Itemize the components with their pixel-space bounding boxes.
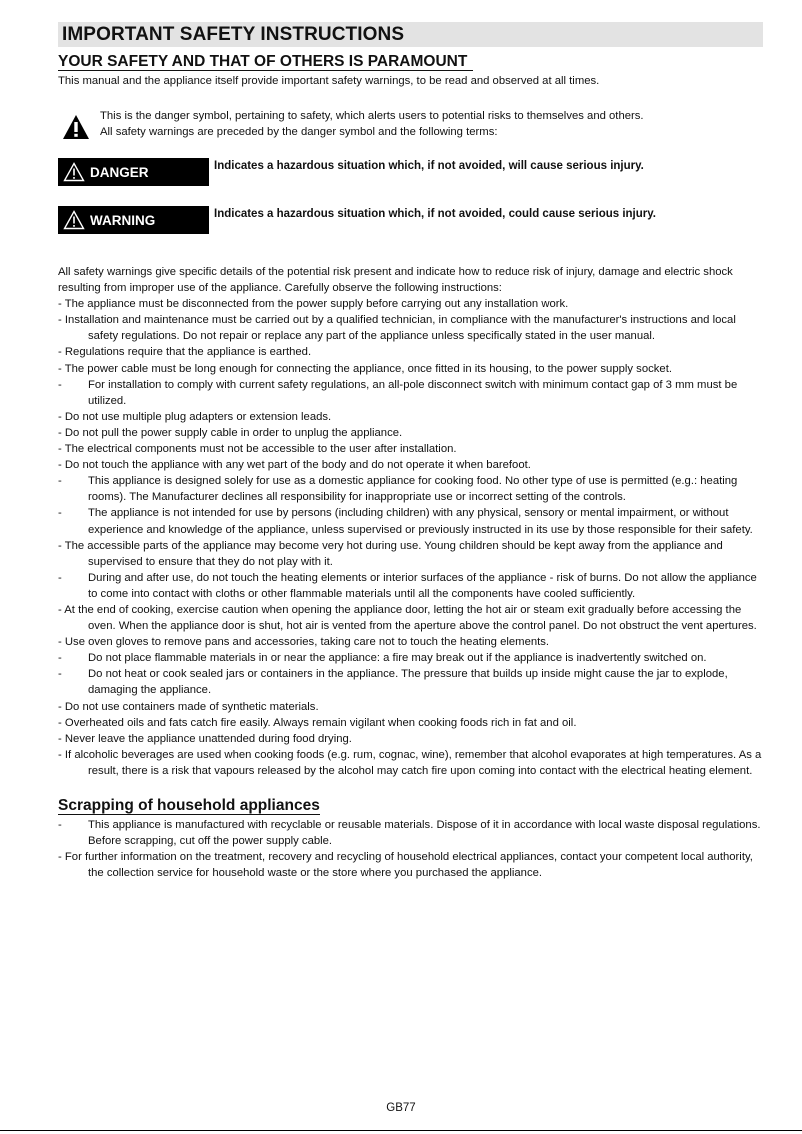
page-title: IMPORTANT SAFETY INSTRUCTIONS [58,22,763,47]
list-item: - During and after use, do not touch the heating elements or interior surfaces of the appliance - risk of burns. Do not allow the appliance to come into contact with cloths or other flammable materials until all the components have cooled sufficiently. [58,571,757,600]
list-item: - Do not touch the appliance with any wet part of the body and do not operate it when barefoot. [58,459,531,472]
instructions-body [58,264,763,779]
list-item: - Never leave the appliance unattended during food drying. [58,732,352,745]
list-item: - Do not heat or cook sealed jars or containers in the appliance. The pressure that builds up inside might cause the jar to explode, damaging the appliance. [58,668,728,697]
list-item: - The appliance must be disconnected from the power supply before carrying out any installation work. [58,298,569,311]
list-item: - If alcoholic beverages are used when cooking foods (e.g. rum, cognac, wine), remember that alcohol evaporates at high temperatures. As a result, there is a risk that vapours released by the alcohol may catch fire upon coming into contact with the electrical heating element. [58,748,762,777]
warning-badge [58,206,209,234]
scrapping-body [58,817,763,881]
list-item: - The appliance is not intended for use by persons (including children) with any physical, sensory or mental impairment, or without experience and knowledge of the appliance, unless supervised or previously instructed in its use by those responsible for their safety. [58,507,753,536]
danger-label: DANGER [90,164,149,180]
list-item: - Do not pull the power supply cable in order to unplug the appliance. [58,426,403,439]
list-item: - At the end of cooking, exercise caution when opening the appliance door, letting the hot air or steam exit gradually before accessing the oven. When the appliance door is shut, hot air is vented from the aperture above the control panel. Do not obstruct the vent apertures. [58,603,757,633]
instructions-list [58,296,763,779]
page-divider [0,1130,802,1131]
list-item: - For further information on the treatment, recovery and recycling of household electrical appliances, contact your competent local authority, the collection service for household waste or the store where you purchased the appliance. [58,851,753,880]
list-item: - Overheated oils and fats catch fire easily. Always remain vigilant when cooking foods rich in fat and oil. [58,716,577,729]
warning-label: WARNING [90,212,156,228]
list-item: - Do not use containers made of synthetic materials. [58,700,319,713]
term-danger [58,158,763,188]
list-item: - The power cable must be long enough for connecting the appliance, once fitted in its housing, to the power supply socket. [58,362,672,375]
section-heading-safety: YOUR SAFETY AND THAT OF OTHERS IS PARAMOUNT [58,53,473,71]
list-item: - The electrical components must not be accessible to the user after installation. [58,443,457,456]
list-item: - This appliance is manufactured with recyclable or reusable materials. Dispose of it in accordance with local waste disposal regulations. Before scrapping, cut off the power supply cable. [58,819,761,848]
symbol-line-1: This is the danger symbol, pertaining to safety, which alerts users to potential risks to themselves and others. [100,110,644,122]
danger-definition: Indicates a hazardous situation which, if not avoided, will cause serious injury. [214,160,644,172]
list-item: - Installation and maintenance must be carried out by a qualified technician, in compliance with the manufacturer's instructions and local safety regulations. Do not repair or replace any part of the appliance unless specifically stated in the user manual. [58,314,736,343]
warning-definition: Indicates a hazardous situation which, if not avoided, could cause serious injury. [214,208,656,220]
page-number: GB77 [386,1102,416,1114]
list-item: - Regulations require that the appliance is earthed. [58,346,312,359]
list-item: - This appliance is designed solely for use as a domestic appliance for cooking food. No other type of use is permitted (e.g.: heating rooms). The Manufacturer declines all responsibility for inappropriate use or incorrect setting of the controls. [58,475,738,504]
list-item: - The accessible parts of the appliance may become very hot during use. Young children should be kept away from the appliance and supervised to ensure that they do not play with it. [58,539,723,568]
warning-triangle-icon [63,162,85,182]
warning-triangle-icon [63,210,85,230]
list-item: - For installation to comply with current safety regulations, an all-pole disconnect switch with minimum contact gap of 3 mm must be utilized. [58,378,738,407]
document-page [58,22,763,881]
list-item: - Do not place flammable materials in or near the appliance: a fire may break out if the appliance is inadvertently switched on. [58,652,707,665]
list-item: - Do not use multiple plug adapters or extension leads. [58,410,332,423]
intro-text: This manual and the appliance itself provide important safety warnings, to be read and observed at all times. [58,75,600,87]
term-warning [58,206,763,236]
list-item: - Use oven gloves to remove pans and accessories, taking care not to touch the heating elements. [58,636,550,649]
warning-triangle-icon [62,114,90,145]
danger-badge [58,158,209,186]
section-heading-scrapping: Scrapping of household appliances [58,797,320,814]
danger-symbol-explanation [58,108,763,148]
symbol-line-2: All safety warnings are preceded by the danger symbol and the following terms: [100,126,498,138]
warnings-intro: All safety warnings give specific details of the potential risk present and indicate how to reduce risk of injury, damage and electric shock resulting from improper use of the appliance. Carefully observe the following instructions: [58,266,733,295]
